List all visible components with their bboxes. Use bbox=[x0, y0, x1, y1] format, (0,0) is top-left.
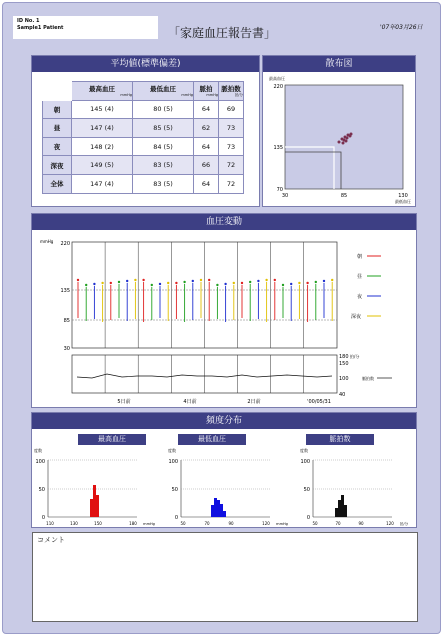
bp-sys-point bbox=[306, 282, 308, 284]
hist-bar bbox=[211, 505, 214, 517]
hist-xtick: 90 bbox=[228, 521, 234, 526]
bp-trend-chart bbox=[32, 230, 416, 407]
frequency-charts bbox=[32, 447, 416, 527]
patient-id-box bbox=[13, 16, 158, 39]
scatter-point bbox=[345, 140, 348, 143]
col-header-dia: 最低血圧 mmHg bbox=[133, 82, 194, 101]
pulse-unit: 拍/分 bbox=[350, 354, 360, 359]
hist-bar bbox=[338, 500, 341, 517]
hist-sys bbox=[34, 447, 155, 526]
table-row bbox=[43, 100, 244, 119]
hist-bar bbox=[96, 495, 99, 517]
bp-sys-point bbox=[257, 280, 259, 282]
cell-pulse-r: 72 bbox=[219, 174, 244, 193]
patient-id: ID No. 1 bbox=[17, 18, 40, 24]
hist-bar bbox=[214, 498, 217, 517]
bp-ytick: 85 bbox=[63, 318, 70, 324]
scatter-xlabel: 最低血圧 bbox=[395, 199, 411, 204]
hist-unit: mmHg bbox=[276, 522, 288, 526]
bp-xlabel: 5日前 bbox=[117, 399, 131, 405]
pulse-ytick: 150 bbox=[339, 361, 349, 367]
bp-sys-point bbox=[175, 282, 177, 284]
hist-title-pulse: 脈拍数 bbox=[306, 434, 374, 445]
bp-sys-point bbox=[233, 282, 235, 284]
bp-sys-point bbox=[183, 281, 185, 283]
hist-bar bbox=[223, 511, 226, 517]
legend-label: 夜 bbox=[357, 294, 363, 300]
bp-trend-title: 血圧変動 bbox=[32, 214, 416, 230]
bp-sys-point bbox=[126, 280, 128, 282]
cell-pulse-r: 73 bbox=[219, 137, 244, 156]
report-date: '07年03月26日 bbox=[380, 24, 423, 31]
scatter-point bbox=[342, 142, 345, 145]
bp-sys-point bbox=[200, 279, 202, 281]
scatter-panel bbox=[262, 55, 416, 207]
hist-xtick: 70 bbox=[335, 521, 341, 526]
hist-xtick: 150 bbox=[94, 521, 102, 526]
pulse-ytick: 180 bbox=[339, 354, 349, 360]
scatter-xtick: 85 bbox=[340, 193, 348, 199]
hist-unit: mmHg bbox=[143, 522, 155, 526]
cell-sys: 147 (4) bbox=[72, 119, 133, 138]
hist-bar bbox=[341, 495, 344, 517]
hist-bar bbox=[90, 499, 93, 517]
cell-pulse-p: 64 bbox=[194, 174, 219, 193]
cell-sys: 145 (4) bbox=[72, 100, 133, 119]
bp-unit: mmHg bbox=[40, 239, 54, 244]
hist-ytick: 0 bbox=[41, 515, 45, 521]
row-label: 全体 bbox=[43, 174, 72, 193]
hist-dia bbox=[168, 447, 288, 526]
bp-sys-point bbox=[118, 281, 120, 283]
legend-label: 昼 bbox=[357, 274, 363, 280]
cell-pulse-r: 73 bbox=[219, 119, 244, 138]
frequency-title: 頻度分布 bbox=[32, 413, 416, 429]
cell-pulse-p: 64 bbox=[194, 100, 219, 119]
hist-ytick: 50 bbox=[38, 487, 45, 493]
bp-sys-point bbox=[216, 284, 218, 286]
average-title: 平均値(標準偏差) bbox=[32, 56, 259, 72]
frequency-panel bbox=[31, 412, 417, 528]
cell-pulse-r: 72 bbox=[219, 156, 244, 175]
hist-xtick: 70 bbox=[204, 521, 210, 526]
hist-bar bbox=[335, 508, 338, 517]
hist-ylabel: 度数 bbox=[300, 448, 308, 453]
hist-ytick: 0 bbox=[306, 515, 310, 521]
scatter-ytick: 220 bbox=[273, 84, 283, 90]
cell-dia: 85 (5) bbox=[133, 119, 194, 138]
hist-ytick: 50 bbox=[171, 487, 178, 493]
cell-pulse-p: 62 bbox=[194, 119, 219, 138]
average-panel bbox=[31, 55, 260, 207]
bp-xlabel: 4日前 bbox=[183, 399, 197, 405]
scatter-ytick: 70 bbox=[276, 187, 283, 193]
table-row bbox=[43, 156, 244, 175]
bp-legend bbox=[351, 253, 381, 320]
bp-sys-point bbox=[315, 281, 317, 283]
bp-sys-point bbox=[282, 284, 284, 286]
bp-sys-point bbox=[241, 282, 243, 284]
bp-sys-point bbox=[265, 279, 267, 281]
hist-xtick: 50 bbox=[312, 521, 318, 526]
pulse-label: 脈拍数 bbox=[362, 376, 374, 381]
bp-sys-point bbox=[142, 279, 144, 281]
cell-pulse-p: 66 bbox=[194, 156, 219, 175]
bp-sys-point bbox=[151, 284, 153, 286]
row-label: 朝 bbox=[43, 100, 72, 119]
row-label: 昼 bbox=[43, 119, 72, 138]
hist-xtick: 120 bbox=[386, 521, 394, 526]
cell-sys: 148 (2) bbox=[72, 137, 133, 156]
cell-sys: 147 (4) bbox=[72, 174, 133, 193]
cell-dia: 80 (5) bbox=[133, 100, 194, 119]
cell-pulse-p: 64 bbox=[194, 137, 219, 156]
hist-pulse bbox=[300, 447, 409, 526]
pulse-ytick: 40 bbox=[339, 392, 346, 398]
hist-xtick: 130 bbox=[70, 521, 78, 526]
bp-trend-panel bbox=[31, 213, 417, 408]
corner-cell bbox=[43, 82, 72, 101]
scatter-plot bbox=[263, 72, 415, 206]
hist-ytick: 100 bbox=[168, 459, 178, 465]
col-header-pulse-p: 脈拍 mmHg bbox=[194, 82, 219, 101]
legend-label: 深夜 bbox=[351, 314, 362, 320]
bp-sys-point bbox=[274, 279, 276, 281]
scatter-xtick: 30 bbox=[281, 193, 289, 199]
col-header-sys: 最高血圧 mmHg bbox=[72, 82, 133, 101]
report-title: 「家庭血圧報告書」 bbox=[168, 26, 277, 40]
scatter-ytick: 135 bbox=[273, 145, 283, 151]
cell-dia: 83 (5) bbox=[133, 156, 194, 175]
bp-sys-point bbox=[134, 279, 136, 281]
bp-sys-point bbox=[192, 280, 194, 282]
scatter-point bbox=[338, 141, 341, 144]
table-row bbox=[43, 119, 244, 138]
cell-dia: 83 (5) bbox=[133, 174, 194, 193]
cell-sys: 149 (5) bbox=[72, 156, 133, 175]
bp-sys-point bbox=[208, 279, 210, 281]
col-header-pulse-r: 脈拍数 拍/分 bbox=[219, 82, 244, 101]
scatter-point bbox=[350, 133, 353, 136]
hist-ytick: 0 bbox=[174, 515, 178, 521]
bp-sys-point bbox=[331, 279, 333, 281]
bp-ytick: 135 bbox=[60, 288, 70, 294]
bp-xlabel: '00/05/31 bbox=[307, 399, 331, 405]
hist-ylabel: 度数 bbox=[34, 448, 42, 453]
legend-label: 朝 bbox=[357, 254, 363, 260]
scatter-point bbox=[346, 137, 349, 140]
bp-sys-point bbox=[93, 283, 95, 285]
cell-dia: 84 (5) bbox=[133, 137, 194, 156]
hist-title-sys: 最高血圧 bbox=[78, 434, 146, 445]
bp-sys-point bbox=[298, 282, 300, 284]
pulse-ytick: 100 bbox=[339, 376, 349, 382]
patient-name: Sample1 Patient bbox=[17, 25, 64, 31]
hist-title-dia: 最低血圧 bbox=[178, 434, 246, 445]
cell-pulse-r: 69 bbox=[219, 100, 244, 119]
hist-bar bbox=[220, 504, 223, 517]
hist-ytick: 100 bbox=[35, 459, 45, 465]
bp-sys-point bbox=[110, 282, 112, 284]
bp-sys-point bbox=[290, 283, 292, 285]
bp-sys-point bbox=[85, 284, 87, 286]
bp-sys-point bbox=[323, 280, 325, 282]
scatter-ylabel: 最高血圧 bbox=[269, 76, 285, 81]
hist-xtick: 90 bbox=[358, 521, 364, 526]
hist-xtick: 50 bbox=[180, 521, 186, 526]
hist-xtick: 180 bbox=[129, 521, 137, 526]
hist-ytick: 50 bbox=[303, 487, 310, 493]
hist-ytick: 100 bbox=[300, 459, 310, 465]
hist-xtick: 110 bbox=[46, 521, 54, 526]
hist-bar bbox=[217, 500, 220, 517]
bp-ytick: 220 bbox=[60, 241, 70, 247]
bp-ytick: 30 bbox=[63, 346, 70, 352]
table-row bbox=[43, 174, 244, 193]
row-label: 夜 bbox=[43, 137, 72, 156]
hist-unit: 拍/分 bbox=[399, 522, 409, 526]
scatter-xtick: 130 bbox=[398, 193, 408, 199]
hist-bar bbox=[93, 485, 96, 517]
scatter-title: 散布図 bbox=[263, 56, 415, 72]
bp-sys-point bbox=[77, 279, 79, 281]
row-label: 深夜 bbox=[43, 156, 72, 175]
bp-sys-point bbox=[159, 283, 161, 285]
comment-label: コメント bbox=[37, 536, 65, 544]
average-table bbox=[42, 81, 244, 194]
hist-xtick: 120 bbox=[262, 521, 270, 526]
bp-sys-point bbox=[249, 281, 251, 283]
bp-xlabel: 2日前 bbox=[247, 399, 261, 405]
table-row bbox=[43, 137, 244, 156]
bp-sys-point bbox=[101, 282, 103, 284]
hist-ylabel: 度数 bbox=[168, 448, 176, 453]
bp-sys-point bbox=[167, 282, 169, 284]
bp-sys-point bbox=[224, 283, 226, 285]
comment-box[interactable] bbox=[32, 532, 418, 622]
hist-bar bbox=[344, 505, 347, 517]
